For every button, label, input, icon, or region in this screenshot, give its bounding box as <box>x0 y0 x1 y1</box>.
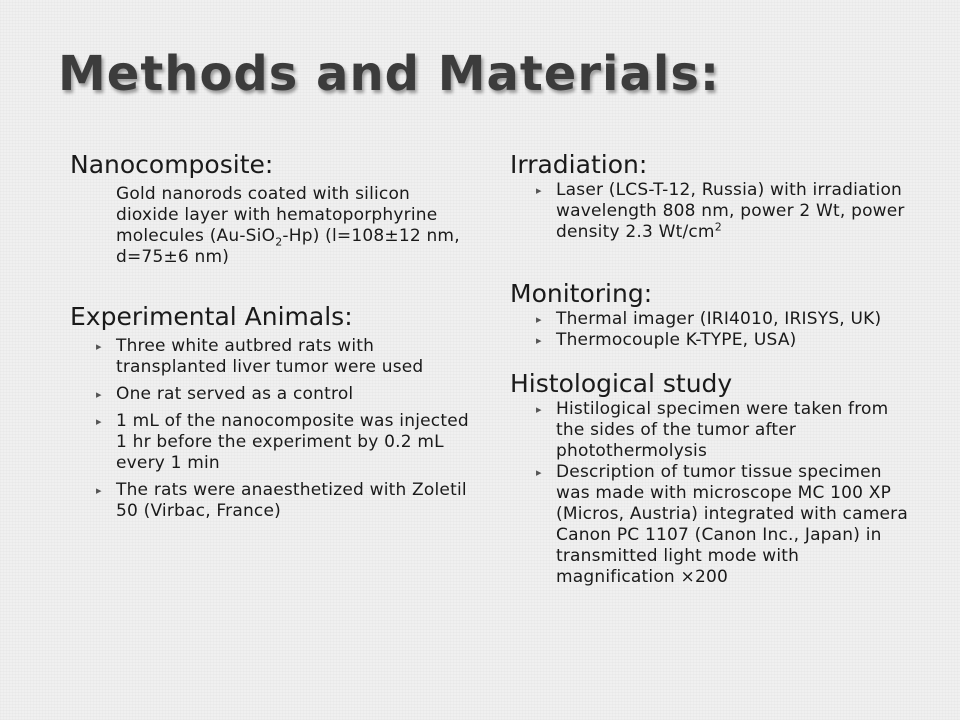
nanocomposite-heading: Nanocomposite: <box>70 150 274 179</box>
histology-heading: Histological study <box>510 369 733 398</box>
slide-title: Methods and Materials: <box>58 46 721 102</box>
animals-heading: Experimental Animals: <box>70 302 353 331</box>
list-item-text: Description of tumor tissue specimen was made with microscope MC 100 XP (Micros, Austria) integrated with camera Canon PC 1107 (Canon Inc., Japan) in transmitted light mode with magnification ×200 <box>556 462 908 587</box>
nanocomposite-description <box>116 184 470 268</box>
irradiation-list <box>510 180 910 243</box>
bullet-arrow-icon: ▸ <box>96 388 102 401</box>
bullet-arrow-icon: ▸ <box>536 466 542 479</box>
list-item-text: Thermal imager (IRI4010, IRISYS, UK) <box>556 309 882 329</box>
list-item <box>70 384 470 405</box>
animals-list <box>70 336 470 522</box>
list-item-text: Histilogical specimen were taken from the sides of the tumor after photothermolysis <box>556 399 889 461</box>
superscript: 2 <box>714 220 722 234</box>
bullet-arrow-icon: ▸ <box>536 184 542 197</box>
list-item <box>70 411 470 474</box>
list-item <box>510 462 910 588</box>
bullet-arrow-icon: ▸ <box>96 415 102 428</box>
list-item <box>510 180 910 243</box>
list-item-text: 1 mL of the nanocomposite was injected 1 hr before the experiment by 0.2 mL every 1 min <box>116 411 469 473</box>
right-column <box>510 150 910 588</box>
bullet-arrow-icon: ▸ <box>536 403 542 416</box>
nanocomposite-text-b: -Hp) (l=108±12 nm, d=75±6 nm) <box>116 226 460 267</box>
bullet-arrow-icon: ▸ <box>536 334 542 347</box>
list-item-text: One rat served as a control <box>116 384 354 404</box>
left-column <box>70 150 470 522</box>
nanocomposite-subscript: 2 <box>275 235 283 249</box>
list-item-text: Laser (LCS-T-12, Russia) with irradiation wavelength 808 nm, power 2 Wt, power density 2.3 Wt/cm <box>556 180 905 242</box>
monitoring-list <box>510 309 910 351</box>
nanocomposite-text-a: Gold nanorods coated with silicon dioxide layer with hematoporphyrine molecules (Au-SiO <box>116 184 438 246</box>
bullet-arrow-icon: ▸ <box>96 340 102 353</box>
histology-list <box>510 399 910 588</box>
bullet-arrow-icon: ▸ <box>96 484 102 497</box>
list-item <box>70 336 470 378</box>
irradiation-heading: Irradiation: <box>510 150 648 179</box>
bullet-arrow-icon: ▸ <box>536 313 542 326</box>
list-item <box>510 330 910 351</box>
list-item <box>510 399 910 462</box>
list-item-text: Three white autbred rats with transplanted liver tumor were used <box>116 336 424 377</box>
list-item-text: Thermocouple K-TYPE, USA) <box>556 330 797 350</box>
monitoring-heading: Monitoring: <box>510 279 653 308</box>
list-item <box>70 480 470 522</box>
list-item-text: The rats were anaesthetized with Zoletil 50 (Virbac, France) <box>116 480 467 521</box>
list-item <box>510 309 910 330</box>
